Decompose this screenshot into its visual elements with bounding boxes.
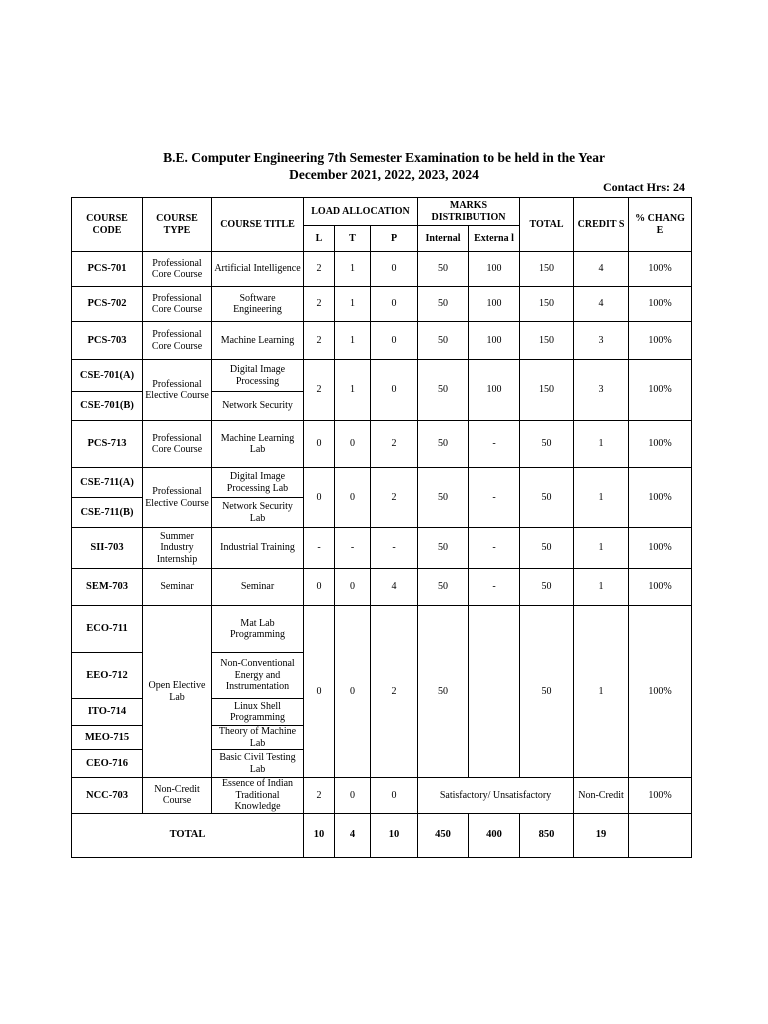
total-change [629,813,692,857]
percent-change: 100% [629,421,692,468]
marks-total: 150 [520,252,574,287]
course-title: Seminar [212,569,304,606]
course-title: Theory of Machine Lab [212,726,304,750]
total-external: 400 [469,813,520,857]
credits: 4 [574,252,629,287]
load-t: 1 [335,322,371,360]
credits: 1 [574,569,629,606]
load-t: 0 [335,468,371,528]
header-load-allocation: LOAD ALLOCATION [304,198,418,226]
course-type: Professional Core Course [143,287,212,322]
course-code: CSE-701(A) [72,360,143,392]
table-row [72,252,692,287]
load-p: 0 [371,287,418,322]
marks-internal: 50 [418,569,469,606]
course-title: Mat Lab Programming [212,606,304,653]
header-total: TOTAL [520,198,574,252]
marks-total: 150 [520,360,574,421]
course-code: CSE-701(B) [72,392,143,421]
marks-internal: 50 [418,421,469,468]
load-t: 1 [335,360,371,421]
percent-change: 100% [629,360,692,421]
marks-external: 100 [469,287,520,322]
course-code: EEO-712 [72,653,143,699]
load-l: 2 [304,360,335,421]
course-code: CEO-716 [72,750,143,778]
marks-internal: 50 [418,287,469,322]
total-p: 10 [371,813,418,857]
load-l: 0 [304,569,335,606]
course-title: Linux Shell Programming [212,699,304,726]
marks-internal: 50 [418,252,469,287]
total-credits: 19 [574,813,629,857]
total-row [72,813,692,857]
course-type: Non-Credit Course [143,778,212,814]
load-p: 0 [371,778,418,814]
course-code: NCC-703 [72,778,143,814]
marks-external: - [469,569,520,606]
credits: 3 [574,360,629,421]
percent-change: 100% [629,778,692,814]
load-t: 0 [335,606,371,778]
marks-total: 50 [520,421,574,468]
header-internal: Internal [418,226,469,252]
course-code: PCS-703 [72,322,143,360]
credits: 3 [574,322,629,360]
table-row [72,778,692,814]
marks-total: 50 [520,528,574,569]
course-type: Seminar [143,569,212,606]
course-title: Network Security Lab [212,498,304,528]
contact-hours: Contact Hrs: 24 [603,180,685,194]
marks-satisfactory: Satisfactory/ Unsatisfactory [418,778,574,814]
load-l: 2 [304,778,335,814]
table-row [72,421,692,468]
marks-external: - [469,468,520,528]
table-row [72,468,692,498]
course-type: Open Elective Lab [143,606,212,778]
course-code: PCS-713 [72,421,143,468]
course-title: Machine Learning [212,322,304,360]
marks-internal: 50 [418,606,469,778]
header-course-code: COURSE CODE [72,198,143,252]
load-l: 0 [304,421,335,468]
course-title: Non-Conventional Energy and Instrumentation [212,653,304,699]
course-type: Professional Core Course [143,421,212,468]
marks-external: - [469,421,520,468]
course-code: MEO-715 [72,726,143,750]
course-code: ITO-714 [72,699,143,726]
course-type: Summer Industry Internship [143,528,212,569]
load-t: 1 [335,252,371,287]
load-t: 1 [335,287,371,322]
header-course-title: COURSE TITLE [212,198,304,252]
load-l: 2 [304,252,335,287]
marks-internal: 50 [418,528,469,569]
course-title: Network Security [212,392,304,421]
credits: 1 [574,528,629,569]
percent-change: 100% [629,468,692,528]
load-p: 2 [371,421,418,468]
marks-external [469,606,520,778]
header-external: Externa l [469,226,520,252]
course-code: CSE-711(B) [72,498,143,528]
load-t: - [335,528,371,569]
marks-total: 50 [520,468,574,528]
table-row [72,322,692,360]
load-p: - [371,528,418,569]
header-change: % CHANG E [629,198,692,252]
percent-change: 100% [629,252,692,287]
course-code: SEM-703 [72,569,143,606]
header-t: T [335,226,371,252]
marks-internal: 50 [418,322,469,360]
load-p: 2 [371,606,418,778]
header-credits: CREDIT S [574,198,629,252]
load-p: 0 [371,252,418,287]
course-title: Essence of Indian Traditional Knowledge [212,778,304,814]
credits: Non-Credit [574,778,629,814]
credits: 1 [574,421,629,468]
header-course-type: COURSE TYPE [143,198,212,252]
course-title: Artificial Intelligence [212,252,304,287]
load-t: 0 [335,778,371,814]
table-row [72,360,692,392]
load-l: 2 [304,322,335,360]
credits: 1 [574,606,629,778]
course-code: PCS-701 [72,252,143,287]
total-t: 4 [335,813,371,857]
course-title: Machine Learning Lab [212,421,304,468]
document-title-line1: B.E. Computer Engineering 7th Semester Examination to be held in the Year [163,150,605,165]
marks-total: 50 [520,606,574,778]
course-title: Digital Image Processing [212,360,304,392]
percent-change: 100% [629,606,692,778]
course-code: ECO-711 [72,606,143,653]
load-l: - [304,528,335,569]
course-title: Software Engineering [212,287,304,322]
marks-external: 100 [469,322,520,360]
total-l: 10 [304,813,335,857]
table-row [72,528,692,569]
header-l: L [304,226,335,252]
percent-change: 100% [629,322,692,360]
course-type: Professional Core Course [143,322,212,360]
course-title: Industrial Training [212,528,304,569]
load-p: 0 [371,360,418,421]
table-row [72,287,692,322]
marks-external: 100 [469,252,520,287]
load-l: 0 [304,468,335,528]
marks-total: 50 [520,569,574,606]
credits: 4 [574,287,629,322]
course-code: SII-703 [72,528,143,569]
course-code: PCS-702 [72,287,143,322]
credits: 1 [574,468,629,528]
marks-total: 150 [520,287,574,322]
syllabus-table [71,197,692,858]
marks-internal: 50 [418,468,469,528]
load-p: 4 [371,569,418,606]
table-row [72,606,692,653]
load-p: 0 [371,322,418,360]
marks-total: 150 [520,322,574,360]
header-p: P [371,226,418,252]
load-l: 0 [304,606,335,778]
course-title: Digital Image Processing Lab [212,468,304,498]
total-marks: 850 [520,813,574,857]
total-internal: 450 [418,813,469,857]
course-type: Professional Elective Course [143,360,212,421]
table-row [72,569,692,606]
marks-internal: 50 [418,360,469,421]
percent-change: 100% [629,569,692,606]
load-t: 0 [335,569,371,606]
marks-external: - [469,528,520,569]
course-title: Basic Civil Testing Lab [212,750,304,778]
course-type: Professional Elective Course [143,468,212,528]
marks-external: 100 [469,360,520,421]
load-p: 2 [371,468,418,528]
document-title-line2: December 2021, 2022, 2023, 2024 [289,167,479,182]
course-code: CSE-711(A) [72,468,143,498]
header-marks-distribution: MARKS DISTRIBUTION [418,198,520,226]
percent-change: 100% [629,528,692,569]
percent-change: 100% [629,287,692,322]
total-label: TOTAL [72,813,304,857]
course-type: Professional Core Course [143,252,212,287]
load-t: 0 [335,421,371,468]
load-l: 2 [304,287,335,322]
